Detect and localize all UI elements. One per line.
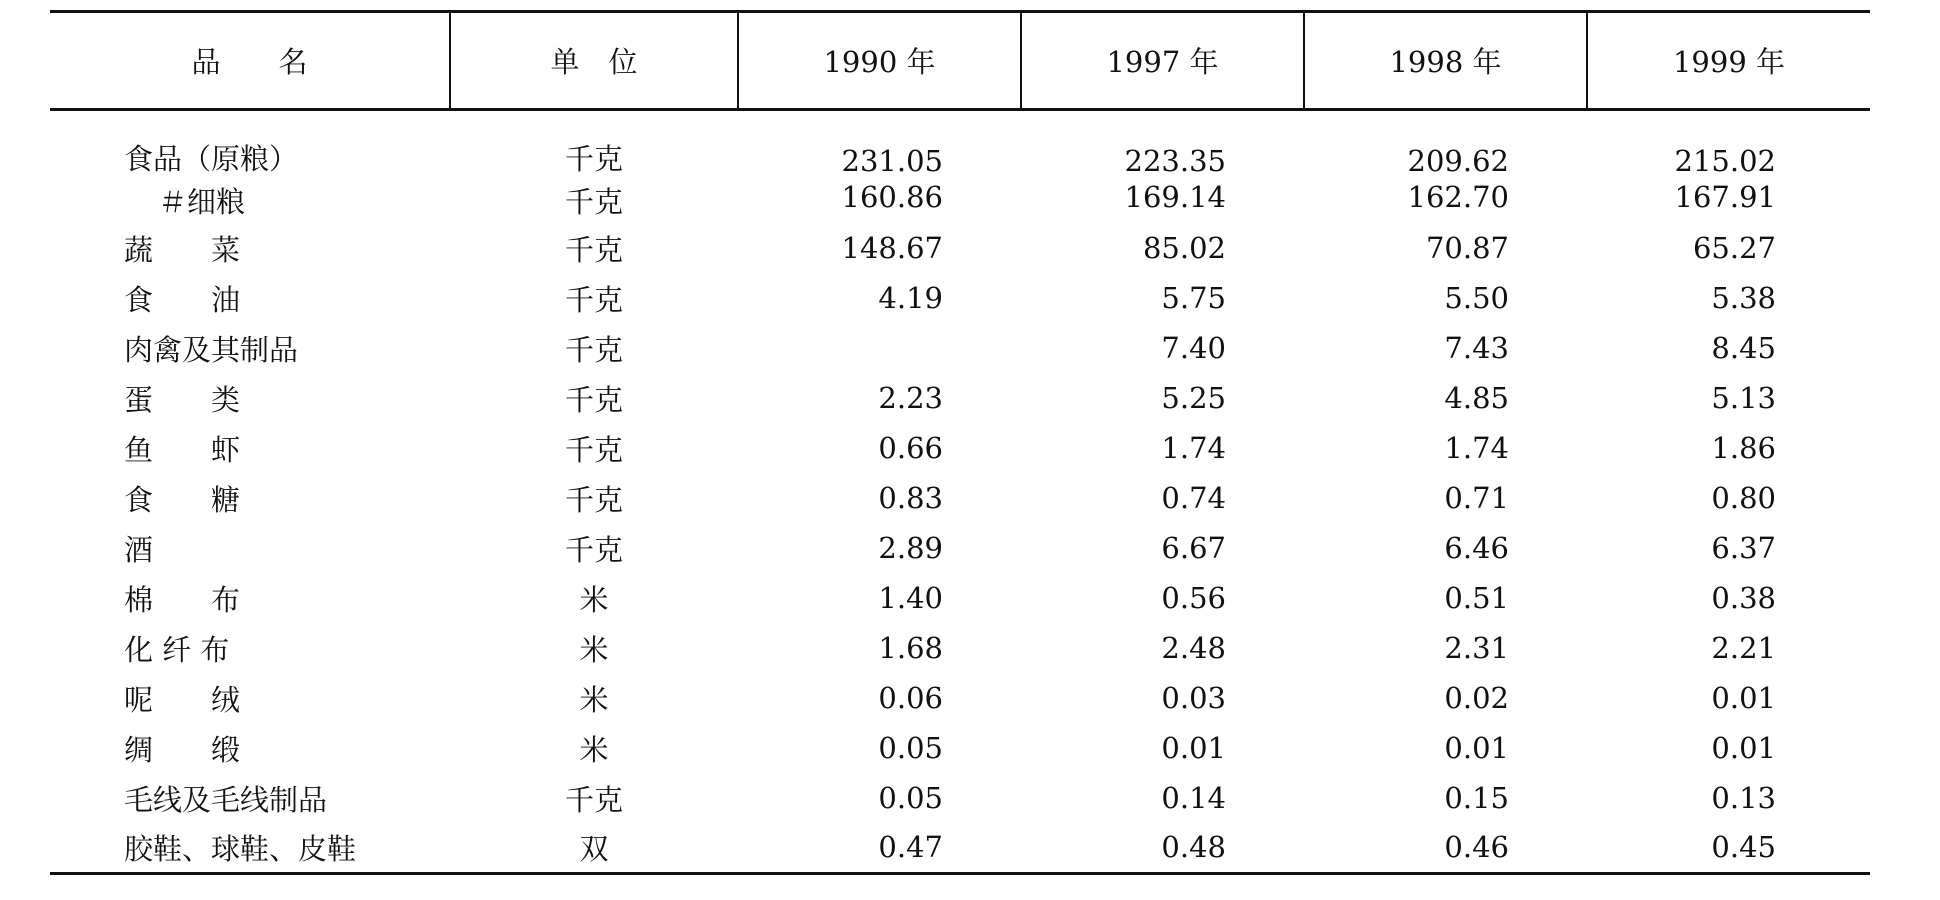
- value-1999: 0.01: [1711, 681, 1776, 715]
- item-name: 鱼 虾: [124, 432, 241, 467]
- value-1990: 0.47: [878, 830, 943, 865]
- value-1997: 223.35: [1124, 144, 1226, 178]
- item-name: 肉禽及其制品: [124, 332, 299, 367]
- value-1990: 2.23: [878, 381, 943, 415]
- value-1990: 4.19: [878, 281, 943, 315]
- value-1990: 160.86: [841, 180, 943, 214]
- item-name: 胶鞋、球鞋、皮鞋: [124, 831, 357, 866]
- value-1998: 0.15: [1444, 781, 1509, 815]
- value-1997: 0.01: [1161, 731, 1226, 765]
- item-name: 蔬 菜: [124, 232, 241, 267]
- value-1997: 0.56: [1161, 581, 1226, 615]
- item-name: 绸 缎: [124, 732, 241, 767]
- value-1990: 0.66: [878, 431, 943, 465]
- consumption-table-container: [50, 10, 1870, 875]
- header-1990: 1990 年: [738, 12, 1021, 110]
- value-1998: 4.85: [1444, 381, 1509, 415]
- item-name: 蛋 类: [124, 382, 241, 417]
- table-row: [50, 373, 1870, 423]
- item-name: 食 糖: [124, 482, 241, 517]
- value-1998: 2.31: [1444, 631, 1509, 665]
- unit-cell: 米: [579, 632, 609, 667]
- value-1990: 148.67: [841, 231, 943, 265]
- value-1990: 231.05: [841, 144, 943, 178]
- value-1998: 70.87: [1425, 231, 1509, 265]
- table-row: [50, 273, 1870, 323]
- value-1997: 6.67: [1161, 531, 1226, 565]
- value-1999: 167.91: [1674, 180, 1776, 214]
- value-1990: 0.05: [878, 781, 943, 815]
- value-1998: 6.46: [1444, 531, 1509, 565]
- value-1998: 162.70: [1407, 180, 1509, 214]
- item-name: 食品（原粮）: [124, 142, 299, 176]
- unit-cell: 千克: [564, 282, 623, 317]
- header-1998: 1998 年: [1304, 12, 1587, 110]
- unit-cell: 千克: [564, 382, 623, 417]
- value-1999: 0.38: [1711, 581, 1776, 615]
- unit-cell: 千克: [564, 482, 623, 517]
- value-1998: 1.74: [1444, 431, 1509, 465]
- value-1990: 0.05: [878, 731, 943, 765]
- value-1990: 2.89: [878, 531, 943, 565]
- value-1999: 0.80: [1711, 481, 1776, 515]
- unit-cell: 千克: [564, 185, 623, 219]
- item-name: 棉 布: [124, 582, 241, 617]
- unit-cell: 千克: [564, 232, 623, 267]
- unit-cell: 米: [579, 682, 609, 717]
- value-1998: 0.71: [1444, 481, 1509, 515]
- value-1997: 5.75: [1161, 281, 1226, 315]
- item-name: 毛线及毛线制品: [124, 782, 328, 817]
- table-row: [50, 573, 1870, 623]
- table-row: [50, 723, 1870, 773]
- table-row: [50, 323, 1870, 373]
- value-1997: 2.48: [1161, 631, 1226, 665]
- value-1999: 5.38: [1711, 281, 1776, 315]
- item-name: 酒: [124, 532, 154, 567]
- table-row: [50, 773, 1870, 823]
- table-row: [50, 623, 1870, 673]
- value-1997: 0.14: [1161, 781, 1226, 815]
- value-1999: 0.45: [1711, 830, 1776, 865]
- value-1999: 1.86: [1711, 431, 1776, 465]
- unit-cell: 米: [579, 582, 609, 617]
- header-item: 品 名: [191, 45, 308, 79]
- header-1997: 1997 年: [1021, 12, 1304, 110]
- value-1998: 0.02: [1444, 681, 1509, 715]
- header-row: [50, 12, 1870, 110]
- value-1998: 209.62: [1407, 144, 1509, 178]
- value-1999: 6.37: [1711, 531, 1776, 565]
- value-1990: 0.83: [878, 481, 943, 515]
- value-1997: 169.14: [1124, 180, 1226, 214]
- consumption-table: [50, 10, 1870, 875]
- table-row: [50, 523, 1870, 573]
- value-1998: 0.51: [1444, 581, 1509, 615]
- value-1999: 215.02: [1674, 144, 1776, 178]
- unit-cell: 千克: [564, 532, 623, 567]
- value-1999: 0.13: [1711, 781, 1776, 815]
- unit-cell: 千克: [564, 432, 623, 467]
- table-row: [50, 473, 1870, 523]
- value-1999: 5.13: [1711, 381, 1776, 415]
- item-name: 化 纤 布: [124, 632, 230, 667]
- value-1998: 0.46: [1444, 830, 1509, 865]
- header-1999: 1999 年: [1587, 12, 1870, 110]
- value-1999: 8.45: [1711, 331, 1776, 365]
- item-name: ＃细粮: [158, 185, 246, 219]
- value-1997: 5.25: [1161, 381, 1226, 415]
- table-row: [50, 110, 1870, 180]
- value-1997: 0.03: [1161, 681, 1226, 715]
- value-1997: 0.74: [1161, 481, 1226, 515]
- value-1997: 1.74: [1161, 431, 1226, 465]
- item-name: 呢 绒: [124, 682, 241, 717]
- unit-cell: 千克: [564, 782, 623, 817]
- header-unit: 单 位: [450, 12, 738, 110]
- value-1990: 1.68: [878, 631, 943, 665]
- value-1997: 0.48: [1161, 830, 1226, 865]
- value-1998: 7.43: [1444, 331, 1509, 365]
- table-row: [50, 423, 1870, 473]
- table-row: [50, 673, 1870, 723]
- unit-cell: 米: [579, 732, 609, 767]
- item-name: 食 油: [124, 282, 241, 317]
- value-1997: 85.02: [1142, 231, 1226, 265]
- table-row: [50, 823, 1870, 873]
- value-1999: 2.21: [1711, 631, 1776, 665]
- value-1998: 5.50: [1444, 281, 1509, 315]
- value-1998: 0.01: [1444, 731, 1509, 765]
- value-1990: 1.40: [878, 581, 943, 615]
- value-1999: 0.01: [1711, 731, 1776, 765]
- unit-cell: 双: [579, 831, 609, 866]
- value-1990: 0.06: [878, 681, 943, 715]
- value-1997: 7.40: [1161, 331, 1226, 365]
- table-body: [50, 110, 1870, 874]
- unit-cell: 千克: [564, 142, 623, 176]
- unit-cell: 千克: [564, 332, 623, 367]
- value-1990: [738, 323, 1021, 373]
- table-row: [50, 179, 1870, 223]
- value-1999: 65.27: [1692, 231, 1776, 265]
- table-row: [50, 223, 1870, 273]
